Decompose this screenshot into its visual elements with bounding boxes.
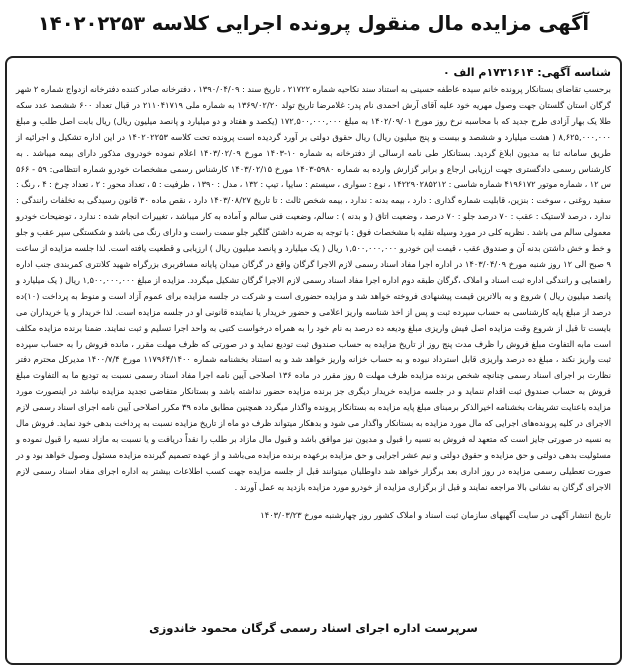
notice-id: شناسه آگهی: ۱۷۳۱۶۱۴م الف ۰ [443,66,611,79]
page-title: آگهی مزایده مال منقول پرونده اجرایی کلاسه ۱۴۰۲۰۲۲۵۳ [37,12,590,35]
notice-body: برحسب تقاضای بستانکار پرونده خانم سیده عاطفه حسینی به استناد سند نکاحیه شماره ۲۱۷۲۲ ، تاریخ سند : ۱۳۹۰/۰۴/۰۹ ، دفترخانه صادر کننده دفترخانه ازدواج شماره ۲ شهر گرگان استان گلستان جهت وصول مهریه خود علیه آقای آرش احمدی نام پدر: غلامرضا تاریخ تولد ۱۳۶۹/۰۲/۲۰ به شماره ملی ۲۱۱۰۴۱۷۱۹ در قبال تعداد ۶۰۰ ششصد عدد سکه طلا یک بهار آزادی طرح جدید که با محاسبه نرخ روز مورخ ۱۴۰۲/۰۹/۰۱ به مبلغ ۱۷۲,۵۰۰,۰۰۰,۰۰۰ (یکصد و هفتاد و دو میلیارد و پانصد میلیون ریال) ریال بابت اصل طلب و مبلغ ۸,۶۲۵,۰۰۰,۰۰۰ ( هشت میلیارد و ششصد و بیست و پنج میلیون ریال) ریال حقوق دولتی بر آورد گردیده است پرونده تحت کلاسه ۱۴۰۲۰۲۲۵۳ در این اداره تشکیل و اجرائیه از طریق سامانه ثنا به مدیون ابلاغ گردید. بستانکار طی نامه ارسالی از دفترخانه به شماره ۱۰-۱۴۰۳ مورخ ۱۴۰۳/۰۲/۰۹ اعلام نموده خودروی مذکور دارای بیمه میباشد . به کارشناس رسمی دادگستری جهت ارزیابی ارجاع و برابر گزارش وارده به شماره ۵۹۸۰-۱۴۰۳ مورخ ۱۴۰۳/۰۲/۱۵ کارشناس رسمی مشخصات خودرو شماره انتظامی: ۵۹ - ۵۶۶ س ۱۲ ، شماره موتور ۴۱۹۶۱۷۲ شماره شاسی : ۱۴۲۲۹۰۲۸۵۲۱۲ ، نوع : سواری ، سیستم : سایپا ، تیپ : ۱۳۲ ، مدل : ۱۳۹۰ ، ظرفیت : ۵ ، تعداد محور : ۲ ، تعداد چرخ : ۴ ، رنگ : سفید روغنی ، سوخت : بنزین، قابلیت شماره گذاری : دارد ، بیمه بدنه : ندارد ، بیمه شخص ثالث : تا تاریخ ۱۴۰۳/۰۸/۲۷ دارد ، نقص ماده ۳۰ قانون رسیدگی به تخلفات رانندگی : ندارد ، درصد لاستیک : عقب : ۷۰ درصد جلو : ۷۰ درصد ، وضعیت اتاق ( و بدنه ) : سالم، وضعیت فنی سالم و آماده به کار میباشد ، تغییرات انجام شده : ندارد ، توضیحات خودرو معمولی سالم می باشد . نظریه کلی در مورد وسیله نقلیه با مشخصات فوق : با توجه به ضربه داشتن گلگیر جلو سمت راست و دارای رنگ می باشد و شکستگی سپر عقب و جلو و خط و خش داشتن بدنه آن و صندوق عقب ، قیمت این خودرو ۱,۵۰۰,۰۰۰,۰۰۰ ریال ( یک میلیارد و پانصد میلیون ریال ) ارزیابی و قطعیت یافته است. لذا جلسه مزایده از ساعت ۹ صبح الی ۱۲ روز شنبه مورخ ۱۴۰۳/۰۴/۰۹ در اداره اجرا مفاد اسناد رسمی لازم الاجرا گرگان واقع در گرگان میدان پایانه مسافربری بزرگراه شهید کلانتری کمربندی جنب اداره راهنمایی و رانندگی اداره ثبت اسناد و املاک ،گرگان طبقه دوم اداره اجرا مفاد اسناد رسمی لازم الاجرا گرگان تشکیل میگردد. مزایده از مبلغ ۱,۵۰۰,۰۰۰,۰۰۰ ریال ( یک میلیارد و پانصد میلیون ریال ) شروع و به بالاترین قیمت پیشنهادی فروخته خواهد شد و مزایده حضوری است و شرکت در جلسه مزایده برای عموم آزاد است و منوط به پرداخت (۱۰)ده درصد از مبلغ پایه کارشناسی به حساب سپرده ثبت و پس از اخذ شناسه واریز اعلامی و حضور خریدار یا نماینده قانونی او در جلسه مزایده است. لذا خریدار و یا خریداران می بایست تا قبل از شروع وقت مزایده اصل فیش واریزی مبلغ ودیعه ده درصد به نام خود را به همراه درخواست کتبی به واحد اجرا تسلیم و ثبت نمایند. ضمنا برنده مزایده مکلف است مابه التفاوت مبلغ فروش را ظرف مدت پنج روز از تاریخ مزایده به حساب صندوق ثبت تودیع نماید و در صورتی که ظرف مهلت مقرر ، مانده فروش را به حساب سپرده ثبت واریز نکند ، مبلغ ده درصد واریزی قابل استرداد نبوده و به حساب خزانه واریز خواهد شد و به استناد بخشنامه شماره ۱۱۷۹۶۴/۱۴۰۰ مورخ ۱۴۰۰/۷/۴ مدیرکل محترم دفتر نظارت بر اجرای اسناد رسمی چنانچه شخص برنده مزایده ظرف مهلت ۵ روز مقرر در ماده ۱۳۶ اصلاحی آیین نامه اجرا مفاد اسناد رسمی نسبت به تودیع ما به التفاوت مبلغ فروش به حساب صندوق ثبت اقدام ننماید و در جلسه مزایده خریدار دیگری جز برنده مزایده حضور نداشته باشد و بستانکار متقاضی تجدید مزایده نباشد در اینصورت مورد مزایده باعنایت تشریفات بخشنامه اخیرالذکر برمبنای مبلغ پایه مزایده به بستانکار پرونده واگذار میگردد همچنین مطابق ماده ۳۹ مکرر اصلاحی آیین نامه اجرای اسناد رسمی لازم الاجرای در کلیه پرونده‌های اجرایی که مال مورد مزایده به بستانکار واگذار می شود و بدهکار میتواند ظرف دو ماه از تاریخ مزایده نسبت به پرداخت بدهی خود نماید. فروش مال به نسیه در صورتی جایز است که متعهد له فروش به نسیه را قبول و مدیون نیز موافق باشد و قبول مال مازاد بر طلب را نقداً دریافت و یا نسبت به مازاد نسیه را قبول نموده و مسئولیت بدهی دولتی و حق مزایده و حقوق دولتی و نیم عشر اجرایی و حق مزایده برعهده برنده مزایده می‌باشد و از عهده تصمیم گیرنده مزایده مسئول وصول خواهد بود و در صورت تعطیلی رسمی مزایده در روز اداری بعد برگزار خواهد شد داوطلبان میتوانند قبل از جلسه مزایده جهت کسب اطلاعات بیشتر به اداره اجرای مفاد اسناد رسمی لازم الاجرای گرگان به نشانی بالا مراجعه نمایند و قبل از برگزاری مزایده از خودرو مورد مزایده بازدید به عمل آورند . [16,84,612,492]
signature-line: سرپرست اداره اجرای اسناد رسمی گرگان محمود خاندوزی [149,621,478,635]
publish-date-line: تاریخ انتشار آگهی در سایت آگهیهای سازمان ثبت اسناد و املاک کشور روز چهارشنبه مورخ ۱۴۰۳/۰۳/۲۳ [260,509,611,520]
notice-box [5,56,622,665]
